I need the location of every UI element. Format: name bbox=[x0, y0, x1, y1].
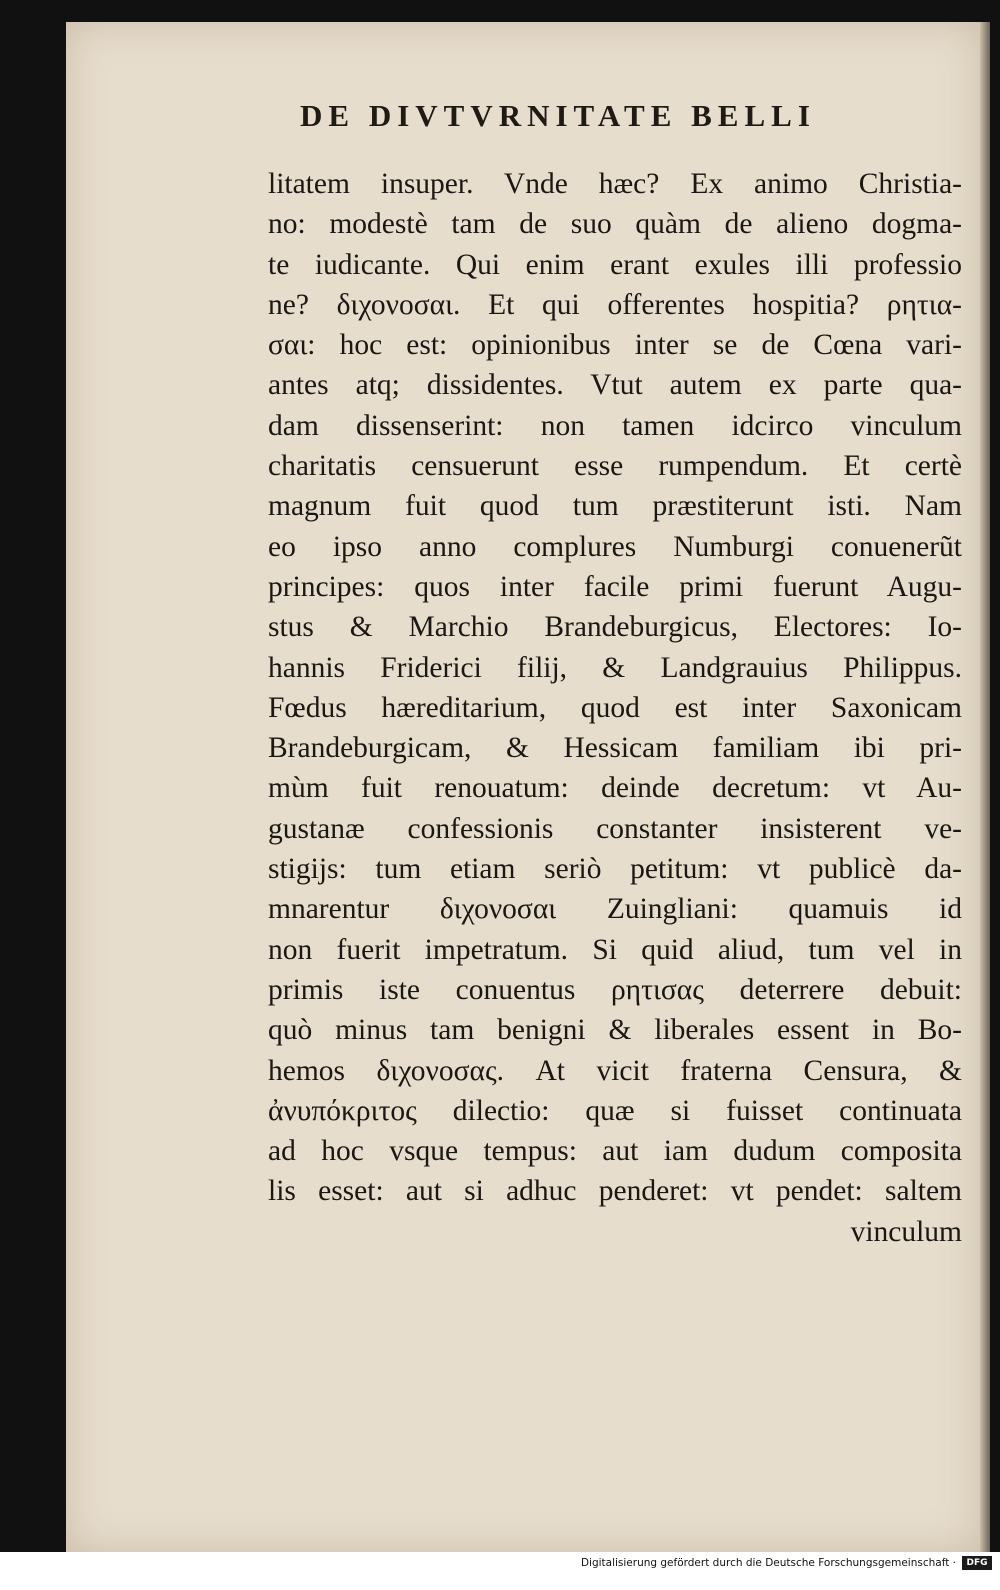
text-line: antes atq; dissidentes. Vtut autem ex parte qua- bbox=[268, 369, 962, 402]
text-line: ad hoc vsque tempus: aut iam dudum composita bbox=[268, 1135, 962, 1168]
text-line: no: modestè tam de suo quàm de alieno dogma- bbox=[268, 208, 962, 241]
running-header: DE DIVTVRNITATE BELLI bbox=[300, 98, 816, 133]
text-line: ne? διχονοσαι. Et qui offerentes hospitia? ρητια- bbox=[268, 288, 962, 321]
text-line: principes: quos inter facile primi fuerunt Augu- bbox=[268, 570, 962, 603]
text-line: σαι: hoc est: opinionibus inter se de Cœna vari- bbox=[268, 329, 962, 362]
text-line: mnarentur διχονοσαι Zuingliani: quamuis id bbox=[268, 893, 962, 926]
text-line: dam dissenserint: non tamen idcirco vinculum bbox=[268, 409, 962, 442]
text-line: mùm fuit renouatum: deinde decretum: vt Au- bbox=[268, 772, 962, 805]
text-line: gustanæ confessionis constanter insisterent ve- bbox=[268, 812, 962, 845]
text-line: quò minus tam benigni & liberales essent in Bo- bbox=[268, 1014, 962, 1047]
text-line: charitatis censuerunt esse rumpendum. Et certè bbox=[268, 450, 962, 483]
text-line: hannis Friderici filij, & Landgrauius Philippus. bbox=[268, 651, 962, 684]
text-line: non fuerit impetratum. Si quid aliud, tum vel in bbox=[268, 933, 962, 966]
text-line: magnum fuit quod tum præstiterunt isti. Nam bbox=[268, 490, 962, 523]
text-line: stigijs: tum etiam seriò petitum: vt publicè da- bbox=[268, 853, 962, 886]
text-line: eo ipso anno complures Numburgi conuenerũt bbox=[268, 530, 962, 563]
text-line: te iudicante. Qui enim erant exules illi professio bbox=[268, 248, 962, 281]
text-line: lis esset: aut si adhuc penderet: vt pendet: saltem bbox=[268, 1175, 962, 1208]
catchword: vinculum bbox=[850, 1215, 962, 1248]
text-line: ἀνυπόκριτος dilectio: quæ si fuisset continuata bbox=[268, 1094, 962, 1127]
text-line: stus & Marchio Brandeburgicus, Electores: Io- bbox=[268, 611, 962, 644]
page-edge bbox=[980, 22, 990, 1552]
dfg-logo: DFG bbox=[962, 1556, 992, 1570]
text-line: Fœdus hæreditarium, quod est inter Saxonicam bbox=[268, 691, 962, 724]
text-line: Brandeburgicam, & Hessicam familiam ibi pri- bbox=[268, 732, 962, 765]
text-line: litatem insuper. Vnde hæc? Ex animo Christia- bbox=[268, 168, 962, 200]
body-text bbox=[268, 164, 962, 1252]
footer-credit: Digitalisierung gefördert durch die Deutsche Forschungsgemeinschaft · bbox=[580, 1557, 956, 1569]
text-line: primis iste conuentus ρητισας deterrere debuit: bbox=[268, 973, 962, 1006]
text-line: hemos διχονοσας. At vicit fraterna Censura, & bbox=[268, 1054, 962, 1087]
